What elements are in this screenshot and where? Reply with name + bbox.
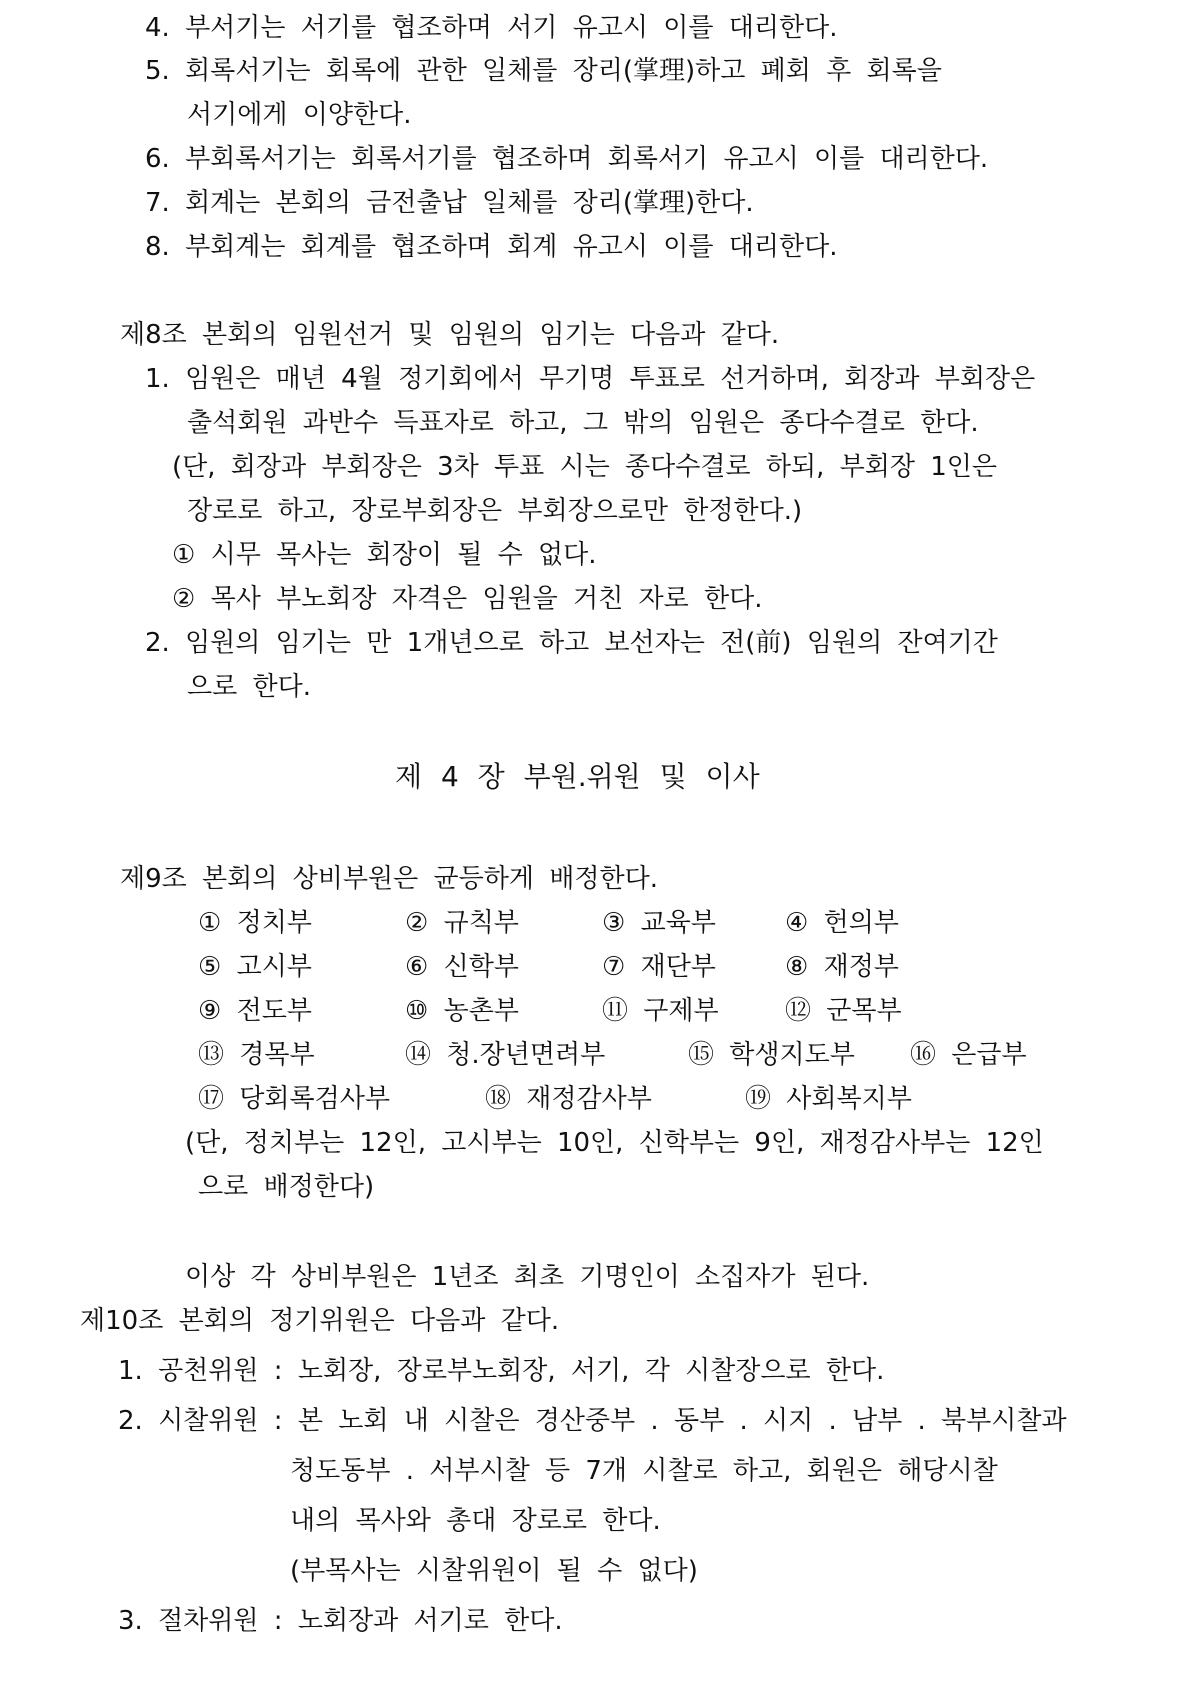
art7-item-7: 7. 회계는 본회의 금전출납 일체를 장리(掌理)한다. bbox=[145, 188, 754, 218]
art9-note: (단, 정치부는 12인, 고시부는 10인, 신학부는 9인, 재정감사부는 12인 bbox=[185, 1128, 1044, 1158]
art8-heading: 제8조 본회의 임원선거 및 임원의 임기는 다음과 같다. bbox=[120, 320, 780, 350]
art7-item-4: 4. 부서기는 서기를 협조하며 서기 유고시 이를 대리한다. bbox=[145, 13, 838, 43]
department-item: ⑤ 고시부 bbox=[198, 952, 312, 982]
art10-line: 청도동부 . 서부시찰 등 7개 시찰로 하고, 회원은 해당시찰 bbox=[290, 1456, 998, 1486]
department-item: ③ 교육부 bbox=[602, 908, 716, 938]
art10-line: 내의 목사와 총대 장로로 한다. bbox=[290, 1506, 661, 1536]
department-item: ⑨ 전도부 bbox=[198, 996, 312, 1026]
art9-heading: 제9조 본회의 상비부원은 균등하게 배정한다. bbox=[120, 864, 658, 894]
art7-item-5: 5. 회록서기는 회록에 관한 일체를 장리(掌理)하고 폐회 후 회록을 bbox=[145, 56, 942, 86]
department-item: ⑧ 재정부 bbox=[785, 952, 899, 982]
art8-line: 2. 임원의 임기는 만 1개년으로 하고 보선자는 전(前) 임원의 잔여기간 bbox=[145, 628, 998, 658]
department-item: ⑪ 구제부 bbox=[602, 996, 719, 1026]
art10-line: 2. 시찰위원 : 본 노회 내 시찰은 경산중부 . 동부 . 시지 . 남부 . 북부시찰과 bbox=[118, 1406, 1067, 1436]
art10-line: 1. 공천위원 : 노회장, 장로부노회장, 서기, 각 시찰장으로 한다. bbox=[118, 1356, 885, 1386]
department-item: ② 규칙부 bbox=[405, 908, 519, 938]
department-item: ⑬ 경목부 bbox=[198, 1040, 315, 1070]
art7-item-5-cont: 서기에게 이양한다. bbox=[187, 100, 412, 130]
art8-line: 1. 임원은 매년 4월 정기회에서 무기명 투표로 선거하며, 회장과 부회장은 bbox=[145, 364, 1036, 394]
art8-line: (단, 회장과 부회장은 3차 투표 시는 종다수결로 하되, 부회장 1인은 bbox=[172, 452, 998, 482]
department-item: ⑦ 재단부 bbox=[602, 952, 716, 982]
art8-subitem: ② 목사 부노회장 자격은 임원을 거친 자로 한다. bbox=[172, 584, 763, 614]
art7-item-6: 6. 부회록서기는 회록서기를 협조하며 회록서기 유고시 이를 대리한다. bbox=[145, 144, 989, 174]
chapter-title: 제 4 장 부원.위원 및 이사 bbox=[395, 760, 760, 793]
art10-line: 3. 절차위원 : 노회장과 서기로 한다. bbox=[118, 1606, 563, 1636]
department-item: ⑰ 당회록검사부 bbox=[198, 1084, 390, 1114]
department-item: ⑱ 재정감사부 bbox=[485, 1084, 652, 1114]
department-item: ④ 헌의부 bbox=[785, 908, 899, 938]
art7-item-8: 8. 부회계는 회계를 협조하며 회계 유고시 이를 대리한다. bbox=[145, 232, 838, 262]
department-item: ⑭ 청.장년면려부 bbox=[405, 1040, 606, 1070]
department-item: ① 정치부 bbox=[198, 908, 312, 938]
department-item: ⑥ 신학부 bbox=[405, 952, 519, 982]
department-item: ⑫ 군목부 bbox=[785, 996, 902, 1026]
art8-line: 장로로 하고, 장로부회장은 부회장으로만 한정한다.) bbox=[187, 496, 803, 526]
art9-note-cont: 으로 배정한다) bbox=[198, 1172, 375, 1202]
department-item: ⑩ 농촌부 bbox=[405, 996, 519, 1026]
art8-subitem: ① 시무 목사는 회장이 될 수 없다. bbox=[172, 540, 597, 570]
art10-line: (부목사는 시찰위원이 될 수 없다) bbox=[290, 1556, 698, 1586]
art8-line: 출석회원 과반수 득표자로 하고, 그 밖의 임원은 종다수결로 한다. bbox=[187, 408, 979, 438]
art9-convener-note: 이상 각 상비부원은 1년조 최초 기명인이 소집자가 된다. bbox=[185, 1262, 870, 1292]
department-item: ⑲ 사회복지부 bbox=[745, 1084, 912, 1114]
department-item: ⑯ 은급부 bbox=[910, 1040, 1027, 1070]
art10-heading: 제10조 본회의 정기위원은 다음과 같다. bbox=[80, 1306, 560, 1336]
art8-line: 으로 한다. bbox=[187, 672, 311, 702]
department-item: ⑮ 학생지도부 bbox=[688, 1040, 855, 1070]
